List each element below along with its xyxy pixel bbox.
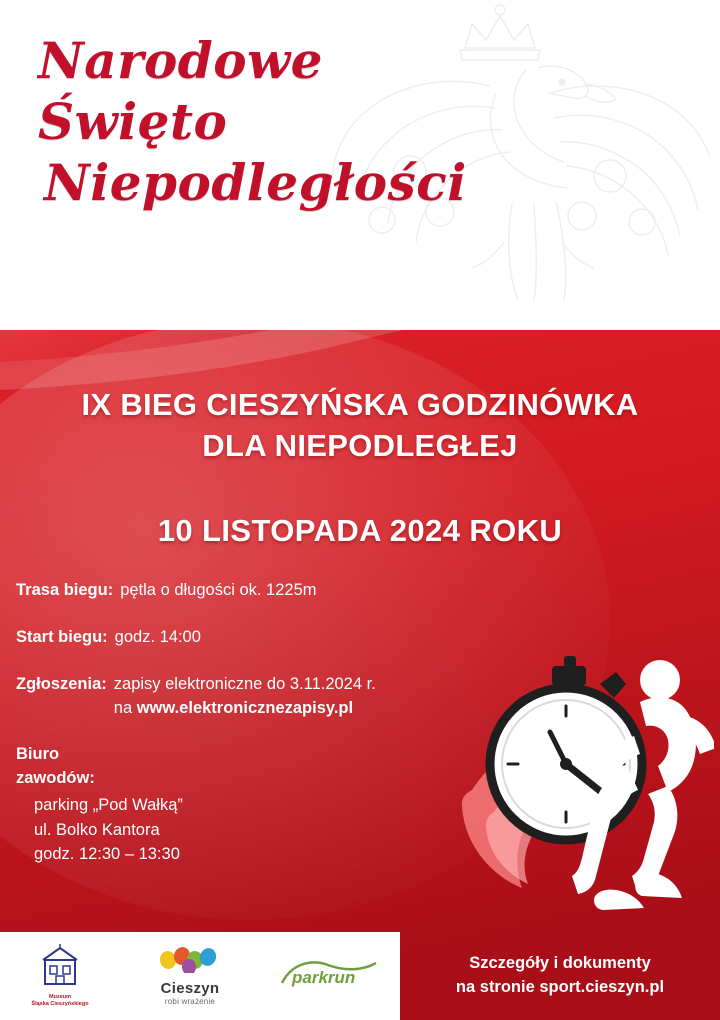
registration-website-link[interactable]: www.elektronicznezapisy.pl [136,699,354,718]
detail-row-route [16,578,486,603]
footer-note-line-2: na stronie sport.cieszyn.pl [455,978,665,996]
museum-building-icon [37,944,83,988]
event-title-line-1: IX BIEG CIESZYŃSKA GODZINÓWKA [81,387,639,422]
event-title [0,385,720,467]
footer-note [400,932,720,1020]
cieszyn-logo-slogan: robi wrażenie [164,996,216,1006]
office-value-line-1: parking „Pod Wałką” [34,795,183,814]
detail-label-route: Trasa biegu: [16,581,114,599]
parkrun-logo [260,957,400,996]
office-value-line-2: ul. Bolko Kantora [34,820,160,839]
detail-label-start: Start biegu: [16,627,108,646]
museum-logo [0,944,120,1008]
headline-line-1: Narodowe Święto [38,31,323,151]
registration-text: zapisy elektroniczne do 3.11.2024 r. [113,674,376,693]
detail-row-start [16,625,486,650]
registration-link-prefix: na [113,699,137,718]
detail-value-registration [114,672,376,722]
event-details [16,578,486,867]
detail-row-registration [16,672,486,722]
office-label-line-1: Biuro [16,745,60,763]
detail-value-route: pętla o długości ok. 1225m [120,581,317,599]
svg-text:parkrun: parkrun [292,967,356,987]
page-title [38,30,508,213]
headline-line-2: Niepodległości [44,153,467,212]
museum-caption-line-1: Muzeum [49,994,71,1001]
registration-link-line [114,696,376,721]
runner-stopwatch-artwork [454,640,714,930]
parkrun-wordmark-icon [276,957,384,991]
office-label-line-2: zawodów: [16,768,95,787]
detail-label-registration: Zgłoszenia: [16,674,107,693]
footer-logos [0,932,400,1020]
event-date: 10 LISTOPADA 2024 ROKU [157,513,563,548]
detail-row-office [16,743,486,867]
cieszyn-logo [120,947,260,1006]
footer-note-line-1: Szczegóły i dokumenty [469,954,651,973]
cieszyn-dots-icon [158,947,222,973]
cieszyn-logo-title: Cieszyn [160,979,220,997]
event-title-line-2: DLA NIEPODLEGŁEJ [202,427,518,463]
office-value-line-3: godz. 12:30 – 13:30 [34,845,180,864]
museum-logo-caption [0,994,120,1008]
office-value [34,793,486,867]
museum-caption-line-2: Śląska Cieszyńskiego [31,1001,89,1007]
poster-header [0,0,720,330]
detail-value-start: godz. 14:00 [114,627,201,646]
